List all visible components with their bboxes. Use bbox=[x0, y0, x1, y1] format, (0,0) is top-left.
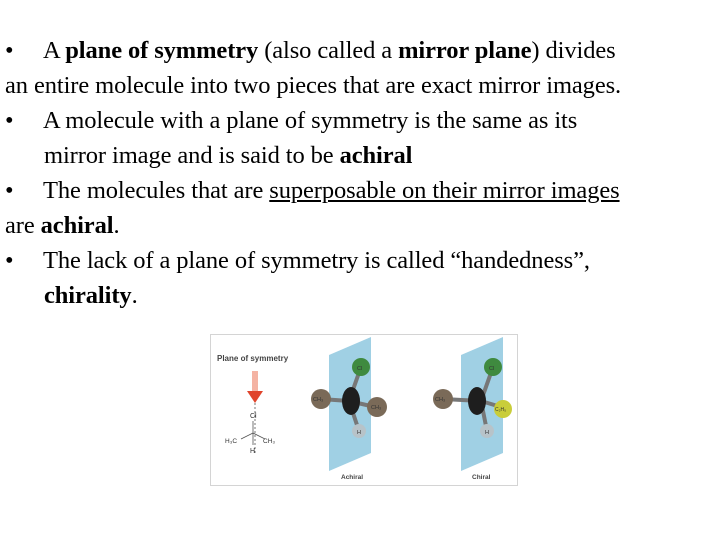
structure-left: H₃C bbox=[225, 438, 238, 445]
down-arrow-icon bbox=[247, 391, 263, 403]
achiral-left-label: CH₃ bbox=[313, 397, 324, 403]
chiral-top-label: Cl bbox=[489, 366, 495, 372]
bullet-text: The molecules that are bbox=[43, 177, 270, 204]
bullet-1-line-1 bbox=[5, 138, 717, 173]
bullet-list bbox=[5, 33, 717, 313]
bullet-2-line-1 bbox=[5, 208, 717, 243]
structure-bottom: H bbox=[250, 448, 256, 455]
chiral-right-label: C₂H₅ bbox=[495, 407, 507, 413]
bullet-text: chirality bbox=[44, 282, 132, 309]
structure-top: Cl bbox=[250, 413, 257, 420]
bullet-text: mirror image and is said to be bbox=[44, 142, 340, 169]
bullet-3-line-1 bbox=[5, 278, 717, 313]
symmetry-diagram bbox=[211, 335, 517, 485]
bullet-text: . bbox=[113, 212, 120, 239]
bullet-text: (also called a bbox=[258, 37, 399, 64]
figure-title: Plane of symmetry bbox=[217, 354, 289, 363]
chiral-carbon-atom bbox=[468, 387, 486, 415]
achiral-carbon-atom bbox=[342, 387, 360, 415]
bullet-marker: • bbox=[5, 37, 14, 64]
bullet-marker: • bbox=[5, 107, 14, 134]
arrow-shaft bbox=[252, 371, 258, 391]
symmetry-figure bbox=[210, 334, 518, 486]
bullet-0-line-1 bbox=[5, 68, 717, 103]
bullet-text: ) divides bbox=[531, 37, 616, 64]
bullet-marker: • bbox=[5, 177, 14, 204]
bullet-text: are bbox=[5, 212, 41, 239]
bullet-text: achiral bbox=[40, 212, 114, 239]
achiral-top-label: Cl bbox=[357, 366, 363, 372]
structure-right: CH₃ bbox=[263, 438, 276, 445]
bullet-text: The lack of a plane of symmetry is called “handedness”, bbox=[43, 247, 590, 274]
bullet-1-line-0 bbox=[5, 103, 717, 138]
bullet-text: . bbox=[131, 282, 138, 309]
bullet-marker: • bbox=[5, 247, 14, 274]
bullet-text: plane of symmetry bbox=[65, 37, 259, 64]
achiral-bottom-label: H bbox=[357, 430, 361, 436]
chiral-label: Chiral bbox=[472, 474, 491, 481]
bond-left bbox=[241, 433, 253, 439]
bullet-text: superposable on their mirror images bbox=[269, 177, 620, 204]
chiral-bottom-label: H bbox=[485, 430, 489, 436]
bullet-2-line-0 bbox=[5, 173, 717, 208]
bullet-text: A molecule with a plane of symmetry is the same as its bbox=[43, 107, 578, 134]
bullet-3-line-0 bbox=[5, 243, 717, 278]
achiral-right-label: CH₃ bbox=[371, 405, 382, 411]
chiral-model bbox=[433, 337, 512, 471]
bullet-text: achiral bbox=[339, 142, 413, 169]
bullet-text: A bbox=[43, 37, 66, 64]
bullet-text: an entire molecule into two pieces that are exact mirror images. bbox=[5, 72, 622, 99]
achiral-label: Achiral bbox=[341, 474, 364, 481]
bullet-0-line-0 bbox=[5, 33, 717, 68]
achiral-model bbox=[311, 337, 387, 471]
bullet-text: mirror plane bbox=[398, 37, 532, 64]
chiral-left-label: CH₃ bbox=[435, 397, 446, 403]
